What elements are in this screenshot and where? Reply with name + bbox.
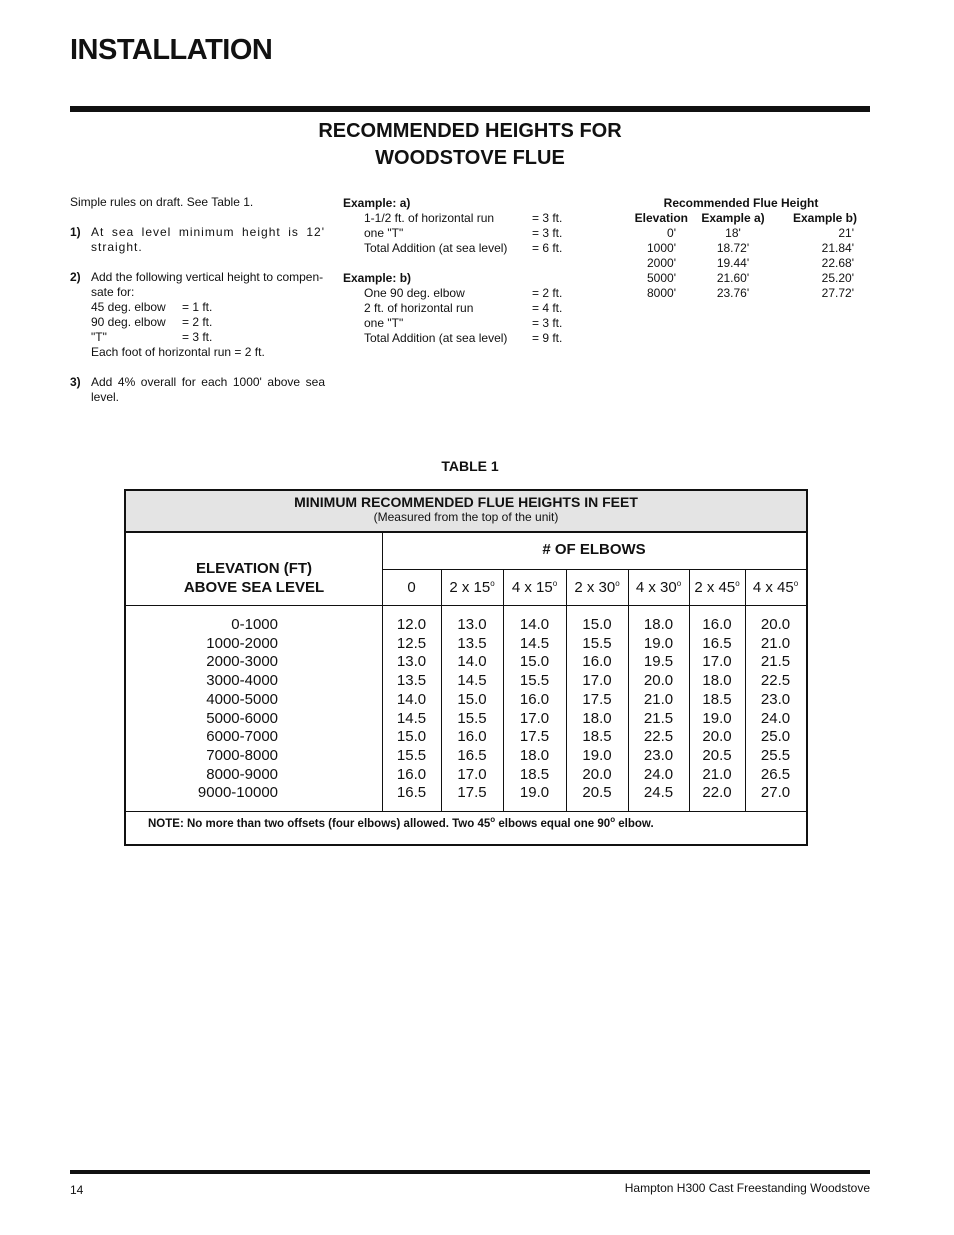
table-cell: 15.0 xyxy=(582,616,612,633)
bottom-divider xyxy=(70,1170,870,1174)
table1-subtitle: (Measured from the top of the unit) xyxy=(373,510,559,524)
example-b-value: = 2 ft. xyxy=(532,286,563,300)
rec-flue-cell: 5000' xyxy=(647,271,676,285)
note-text: . Two 45 xyxy=(445,818,491,830)
data-column xyxy=(628,616,689,803)
table-cell: 20.0 xyxy=(643,672,674,690)
divider xyxy=(382,569,806,570)
data-column xyxy=(503,616,566,803)
table-cell: 24.0 xyxy=(643,765,674,783)
table-cell: 17.0 xyxy=(519,709,550,727)
rec-flue-cell: 23.76' xyxy=(716,286,750,300)
example-b-value: = 9 ft. xyxy=(532,331,563,345)
column-header-text: 2 x 30 xyxy=(574,579,616,596)
elevation-cell: 6000-7000 xyxy=(206,728,278,746)
table-cell: 21.0 xyxy=(643,690,674,708)
data-column xyxy=(689,616,745,803)
elevation-cell: 7000-8000 xyxy=(206,746,278,764)
table-cell: 22.5 xyxy=(760,672,791,690)
rule-2-item-label: 45 deg. elbow xyxy=(91,300,166,314)
table-cell: 17.5 xyxy=(582,690,612,708)
rule-3-text: Add 4% overall for each 1000' above sea level. xyxy=(91,375,325,404)
elbows-header: # OF ELBOWS xyxy=(542,541,646,558)
table-cell: 22.5 xyxy=(643,728,674,746)
rec-flue-header: Example a) xyxy=(701,211,765,225)
column-header xyxy=(382,579,441,596)
table-cell: 19.0 xyxy=(582,746,612,764)
table-cell: 19.0 xyxy=(702,709,732,727)
rec-flue-cell: 18' xyxy=(725,226,741,240)
table-cell: 20.5 xyxy=(702,746,732,764)
column-header-text: 2 x 45 xyxy=(694,579,736,596)
elevation-cell: 8000-9000 xyxy=(206,765,278,783)
table-cell: 12.0 xyxy=(396,616,427,633)
rec-flue-header: Elevation xyxy=(634,211,688,225)
degree-sup: o xyxy=(490,815,496,825)
table-cell: 15.0 xyxy=(396,728,427,746)
data-column xyxy=(745,616,806,803)
table-cell: 16.5 xyxy=(457,746,487,764)
data-column xyxy=(382,616,441,803)
rule-2-text: Add the following vertical height to compen-sate for: xyxy=(91,270,324,299)
table-cell: 16.5 xyxy=(702,634,732,652)
rule-2-item-label: 90 deg. elbow xyxy=(91,315,166,329)
example-a-value: = 6 ft. xyxy=(532,241,563,255)
column-header xyxy=(566,579,628,596)
elevation-cell: 4000-5000 xyxy=(206,690,278,708)
top-divider xyxy=(70,106,870,112)
example-b-value: = 3 ft. xyxy=(532,316,563,330)
rec-flue-cell: 18.72' xyxy=(716,241,750,255)
rec-flue-cell: 0' xyxy=(667,226,676,240)
data-column xyxy=(566,616,628,803)
table-cell: 15.0 xyxy=(457,690,487,708)
divider xyxy=(126,811,806,812)
table-cell: 24.0 xyxy=(760,709,791,727)
rule-2-number: 2) xyxy=(70,270,81,284)
table-cell: 23.0 xyxy=(643,746,674,764)
rec-flue-cell: 8000' xyxy=(647,286,676,300)
page-number: 14 xyxy=(70,1183,84,1197)
example-b-heading: Example: b) xyxy=(343,271,412,285)
data-column xyxy=(441,616,503,803)
table-cell: 16.5 xyxy=(396,784,427,802)
table-cell: 18.0 xyxy=(702,672,732,690)
table-cell: 16.0 xyxy=(519,690,550,708)
table-cell: 20.0 xyxy=(702,728,732,746)
table-cell: 16.0 xyxy=(457,728,487,746)
table-cell: 22.0 xyxy=(702,784,732,802)
rule-1-text: At sea level minimum height is 12' straight. xyxy=(91,225,325,254)
table1-label: TABLE 1 xyxy=(441,458,499,474)
example-a-value: = 3 ft. xyxy=(532,211,563,225)
page-title: INSTALLATION xyxy=(70,34,273,66)
rule-2-item-value: = 1 ft. xyxy=(182,300,213,314)
table-cell: 24.5 xyxy=(643,784,674,802)
rec-flue-cell: 25.20' xyxy=(821,271,854,285)
rule-3-number: 3) xyxy=(70,375,81,389)
elevation-header-line2: ABOVE SEA LEVEL xyxy=(183,579,325,596)
degree-sup: o xyxy=(552,579,558,588)
table-cell: 21.5 xyxy=(760,653,791,671)
example-b-label: Total Addition (at sea level) xyxy=(364,331,508,345)
table-cell: 18.5 xyxy=(702,690,732,708)
example-a-label: Total Addition (at sea level) xyxy=(364,241,508,255)
table-cell: 17.5 xyxy=(457,784,487,802)
table-cell: 18.5 xyxy=(519,765,550,783)
column-header-text: 0 xyxy=(407,579,416,596)
note-bold: NOTE: No more than two offsets (four elbows) allowed xyxy=(148,818,446,830)
column-header xyxy=(745,579,806,596)
example-b-label: one "T" xyxy=(364,316,404,330)
table-cell: 25.0 xyxy=(760,728,791,746)
degree-sup: o xyxy=(793,579,799,588)
rule-2-item-label: "T" xyxy=(91,330,107,344)
rule-2-footer: Each foot of horizontal run = 2 ft. xyxy=(91,345,265,359)
degree-sup: o xyxy=(615,579,620,588)
divider xyxy=(126,605,806,606)
column-header xyxy=(503,579,566,596)
table-cell: 17.0 xyxy=(582,672,612,690)
table-cell: 26.5 xyxy=(760,765,791,783)
column-header xyxy=(628,579,689,596)
table-cell: 18.0 xyxy=(519,746,550,764)
table-cell: 18.5 xyxy=(582,728,612,746)
table-cell: 15.5 xyxy=(582,634,612,652)
example-b-label: One 90 deg. elbow xyxy=(364,286,465,300)
table-cell: 21.0 xyxy=(702,765,732,783)
elevation-cell: 2000-3000 xyxy=(206,653,278,671)
example-b-label: 2 ft. of horizontal run xyxy=(364,301,474,315)
degree-sup: o xyxy=(735,579,740,588)
elevation-header-line1: ELEVATION (FT) xyxy=(195,560,313,577)
table1-title: MINIMUM RECOMMENDED FLUE HEIGHTS IN FEET xyxy=(294,494,638,510)
note-text: elbows equal one 90 xyxy=(495,818,611,830)
table-cell: 13.0 xyxy=(457,616,487,633)
column-header-text: 4 x 15 xyxy=(511,579,553,596)
table-cell: 14.0 xyxy=(457,653,487,671)
example-a-label: one "T" xyxy=(364,226,404,240)
table-cell: 15.5 xyxy=(457,709,487,727)
table-cell: 21.5 xyxy=(643,709,674,727)
elevation-cell: 0-1000 xyxy=(231,616,278,633)
example-a-value: = 3 ft. xyxy=(532,226,563,240)
table-cell: 13.5 xyxy=(457,634,487,652)
example-a-heading: Example: a) xyxy=(343,196,411,210)
elevation-cell: 9000-10000 xyxy=(197,784,278,802)
table-cell: 18.0 xyxy=(643,616,674,633)
column-header-text: 2 x 15 xyxy=(449,579,491,596)
rec-flue-cell: 21' xyxy=(838,226,854,240)
table-cell: 17.0 xyxy=(457,765,487,783)
degree-sup: o xyxy=(676,579,682,588)
table-cell: 17.0 xyxy=(702,653,732,671)
table-cell: 27.0 xyxy=(760,784,791,802)
table-cell: 17.5 xyxy=(519,728,550,746)
table-cell: 13.5 xyxy=(396,672,427,690)
table-cell: 12.5 xyxy=(396,634,427,652)
table-cell: 18.0 xyxy=(582,709,612,727)
table-cell: 19.0 xyxy=(519,784,550,802)
table-cell: 20.0 xyxy=(582,765,612,783)
table-cell: 16.0 xyxy=(582,653,612,671)
rec-flue-title: Recommended Flue Height xyxy=(663,196,819,210)
table-cell: 14.0 xyxy=(396,690,427,708)
table-cell: 21.0 xyxy=(760,634,791,652)
elevation-cell: 5000-6000 xyxy=(206,709,278,727)
table-cell: 13.0 xyxy=(396,653,427,671)
table-cell: 15.5 xyxy=(396,746,427,764)
rule-1-number: 1) xyxy=(70,225,81,239)
table-cell: 16.0 xyxy=(396,765,427,783)
rule-2-item-value: = 3 ft. xyxy=(182,330,213,344)
table-cell: 14.5 xyxy=(457,672,487,690)
example-a-label: 1-1/2 ft. of horizontal run xyxy=(364,211,495,225)
table-cell: 15.0 xyxy=(519,653,550,671)
table-cell: 23.0 xyxy=(760,690,791,708)
rec-flue-cell: 19.44' xyxy=(716,256,750,270)
rec-flue-cell: 22.68' xyxy=(821,256,854,270)
table-cell: 16.0 xyxy=(702,616,732,633)
table-cell: 20.5 xyxy=(582,784,612,802)
table-cell: 14.5 xyxy=(519,634,550,652)
rec-flue-cell: 27.72' xyxy=(821,286,854,300)
table-cell: 20.0 xyxy=(760,616,791,633)
degree-sup: o xyxy=(490,579,495,588)
column-header xyxy=(441,579,503,596)
rules-intro: Simple rules on draft. See Table 1. xyxy=(70,195,254,209)
rec-flue-cell: 21.84' xyxy=(821,241,854,255)
column-header-text: 4 x 30 xyxy=(635,579,677,596)
table1-note xyxy=(148,815,654,830)
column-header-text: 4 x 45 xyxy=(752,579,794,596)
section-title-line2: WOODSTOVE FLUE xyxy=(375,147,565,169)
rec-flue-cell: 2000' xyxy=(647,256,676,270)
rec-flue-cell: 1000' xyxy=(647,241,676,255)
degree-sup: o xyxy=(610,815,616,825)
table-cell: 15.5 xyxy=(519,672,550,690)
table-cell: 19.5 xyxy=(643,653,674,671)
rec-flue-cell: 21.60' xyxy=(716,271,750,285)
section-title-line1: RECOMMENDED HEIGHTS FOR xyxy=(318,120,622,142)
rec-flue-header: Example b) xyxy=(792,211,858,225)
table-cell: 14.0 xyxy=(519,616,550,633)
table-cell: 14.5 xyxy=(396,709,427,727)
elevation-cell: 3000-4000 xyxy=(206,672,278,690)
elevation-column xyxy=(166,616,278,803)
column-header xyxy=(689,579,745,596)
table-cell: 19.0 xyxy=(643,634,674,652)
table1 xyxy=(124,489,808,846)
example-b-value: = 4 ft. xyxy=(532,301,563,315)
footer-product-name: Hampton H300 Cast Freestanding Woodstove xyxy=(624,1181,870,1195)
note-text: elbow. xyxy=(615,818,654,830)
table1-header xyxy=(126,491,806,533)
elevation-cell: 1000-2000 xyxy=(206,634,278,652)
rule-2-item-value: = 2 ft. xyxy=(182,315,213,329)
table-cell: 25.5 xyxy=(760,746,791,764)
